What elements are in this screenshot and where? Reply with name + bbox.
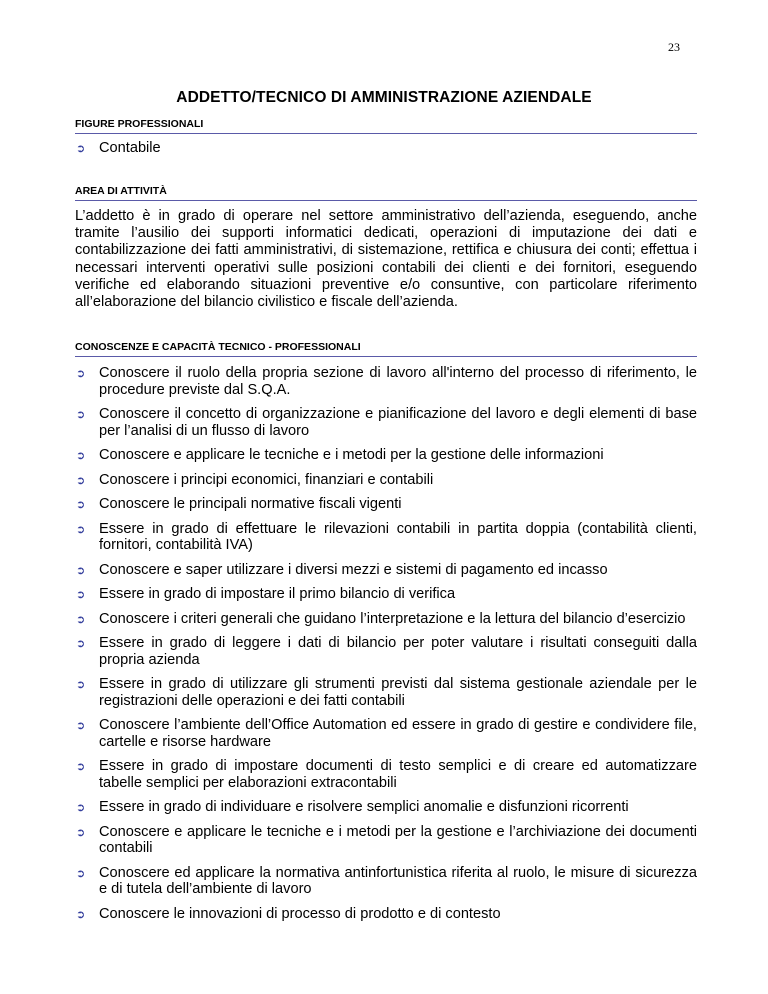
list-item <box>75 496 697 513</box>
list-item-text: Essere in grado di leggere i dati di bilancio per poter valutare i risultati conseguiti dalla propria azienda <box>99 635 697 668</box>
list-item-text: Conoscere e saper utilizzare i diversi mezzi e sistemi di pagamento ed incasso <box>99 561 608 578</box>
conoscenze-list <box>75 365 697 930</box>
list-item <box>75 758 697 791</box>
list-item-text: Essere in grado di impostare documenti di testo semplici e di creare ed automatizzare tabelle semplici per elaborazioni extracontabili <box>99 758 697 791</box>
page-number: 23 <box>668 40 680 54</box>
list-item <box>75 906 697 923</box>
list-item-text: Conoscere i criteri generali che guidano l’interpretazione e la lettura del bilancio d’esercizio <box>99 610 686 627</box>
list-item <box>75 676 697 709</box>
circled-arrow-right-icon: ➲ <box>76 679 86 691</box>
circled-arrow-right-icon: ➲ <box>76 867 86 880</box>
figure-list <box>75 140 697 165</box>
section-heading-conoscenze: CONOSCENZE E CAPACITÀ TECNICO - PROFESSIONALI <box>75 341 697 357</box>
list-item-text: Essere in grado di utilizzare gli strumenti previsti dal sistema gestionale aziendale per le registrazioni delle operazioni e dei fatti contabili <box>99 676 697 709</box>
list-item-text: Essere in grado di effettuare le rilevazioni contabili in partita doppia (contabilità clienti, fornitori, contabilità IVA) <box>99 520 697 553</box>
document-title: ADDETTO/TECNICO DI AMMINISTRAZIONE AZIENDALE <box>176 89 592 106</box>
section-heading-figure: FIGURE PROFESSIONALI <box>75 118 697 134</box>
list-item-text: Conoscere il ruolo della propria sezione di lavoro all'interno del processo di riferimento, le procedure previste dal S.Q.A. <box>99 365 697 398</box>
list-item-text: Conoscere i principi economici, finanziari e contabili <box>99 471 434 488</box>
area-paragraph: L’addetto è in grado di operare nel settore amministrativo dell’azienda, eseguendo, anche tramite l’ausilio dei supporti informatici dedicati, operazioni di imputazione dei dati e contabilizzazione dei fatti amministrativi, di sistemazione, rettifica e chiusura dei conti; effettua i necessari interventi operativi sulle posizioni contabili dei clienti e dei fornitori, eseguendo verifiche ed elaborando situazioni preventive e/o consuntive, con particolare riferimento all’elaborazione del bilancio civilistico e fiscale dell’azienda. <box>75 208 697 311</box>
list-item-text: Conoscere ed applicare la normativa antinfortunistica riferita al ruolo, le misure di sicurezza e di tutela dell’ambiente di lavoro <box>99 864 697 897</box>
circled-arrow-right-icon: ➲ <box>76 613 86 626</box>
circled-arrow-right-icon: ➲ <box>76 143 86 155</box>
list-item-text: Contabile <box>99 140 161 156</box>
list-item <box>75 865 697 898</box>
list-item <box>75 365 697 398</box>
list-item <box>75 521 697 554</box>
list-item <box>75 799 697 816</box>
circled-arrow-right-icon: ➲ <box>76 720 86 732</box>
list-item-text: Conoscere le innovazioni di processo di prodotto e di contesto <box>99 905 501 922</box>
circled-arrow-right-icon: ➲ <box>76 908 86 921</box>
list-item-text: Conoscere e applicare le tecniche e i metodi per la gestione delle informazioni <box>99 447 604 463</box>
circled-arrow-right-icon: ➲ <box>76 368 86 380</box>
list-item-text: Essere in grado di individuare e risolvere semplici anomalie e disfunzioni ricorrenti <box>99 799 629 815</box>
circled-arrow-right-icon: ➲ <box>76 474 86 487</box>
circled-arrow-right-icon: ➲ <box>76 802 86 814</box>
list-item-text: Conoscere le principali normative fiscali vigenti <box>99 496 402 512</box>
circled-arrow-right-icon: ➲ <box>76 409 86 421</box>
list-item <box>75 611 697 628</box>
list-item <box>75 586 697 603</box>
section-heading-area: AREA DI ATTIVITÀ <box>75 185 697 201</box>
list-item <box>75 406 697 439</box>
circled-arrow-right-icon: ➲ <box>76 564 86 577</box>
list-item-text: Conoscere l’ambiente dell’Office Automation ed essere in grado di gestire e condividere file, cartelle e risorse hardware <box>99 717 697 750</box>
circled-arrow-right-icon: ➲ <box>76 826 86 839</box>
list-item-text: Conoscere il concetto di organizzazione e pianificazione del lavoro e degli elementi di base per l’analisi di un flusso di lavoro <box>99 406 697 439</box>
circled-arrow-right-icon: ➲ <box>76 638 86 650</box>
circled-arrow-right-icon: ➲ <box>76 589 86 601</box>
list-item <box>75 824 697 857</box>
list-item-text: Conoscere e applicare le tecniche e i metodi per la gestione e l’archiviazione dei documenti contabili <box>99 823 697 856</box>
list-item <box>75 447 697 464</box>
circled-arrow-right-icon: ➲ <box>76 499 86 511</box>
circled-arrow-right-icon: ➲ <box>76 450 86 462</box>
list-item <box>75 635 697 668</box>
list-item <box>75 140 697 157</box>
list-item <box>75 717 697 750</box>
circled-arrow-right-icon: ➲ <box>76 523 86 536</box>
list-item <box>75 472 697 489</box>
list-item <box>75 562 697 579</box>
list-item-text: Essere in grado di impostare il primo bilancio di verifica <box>99 586 456 602</box>
circled-arrow-right-icon: ➲ <box>76 761 86 773</box>
